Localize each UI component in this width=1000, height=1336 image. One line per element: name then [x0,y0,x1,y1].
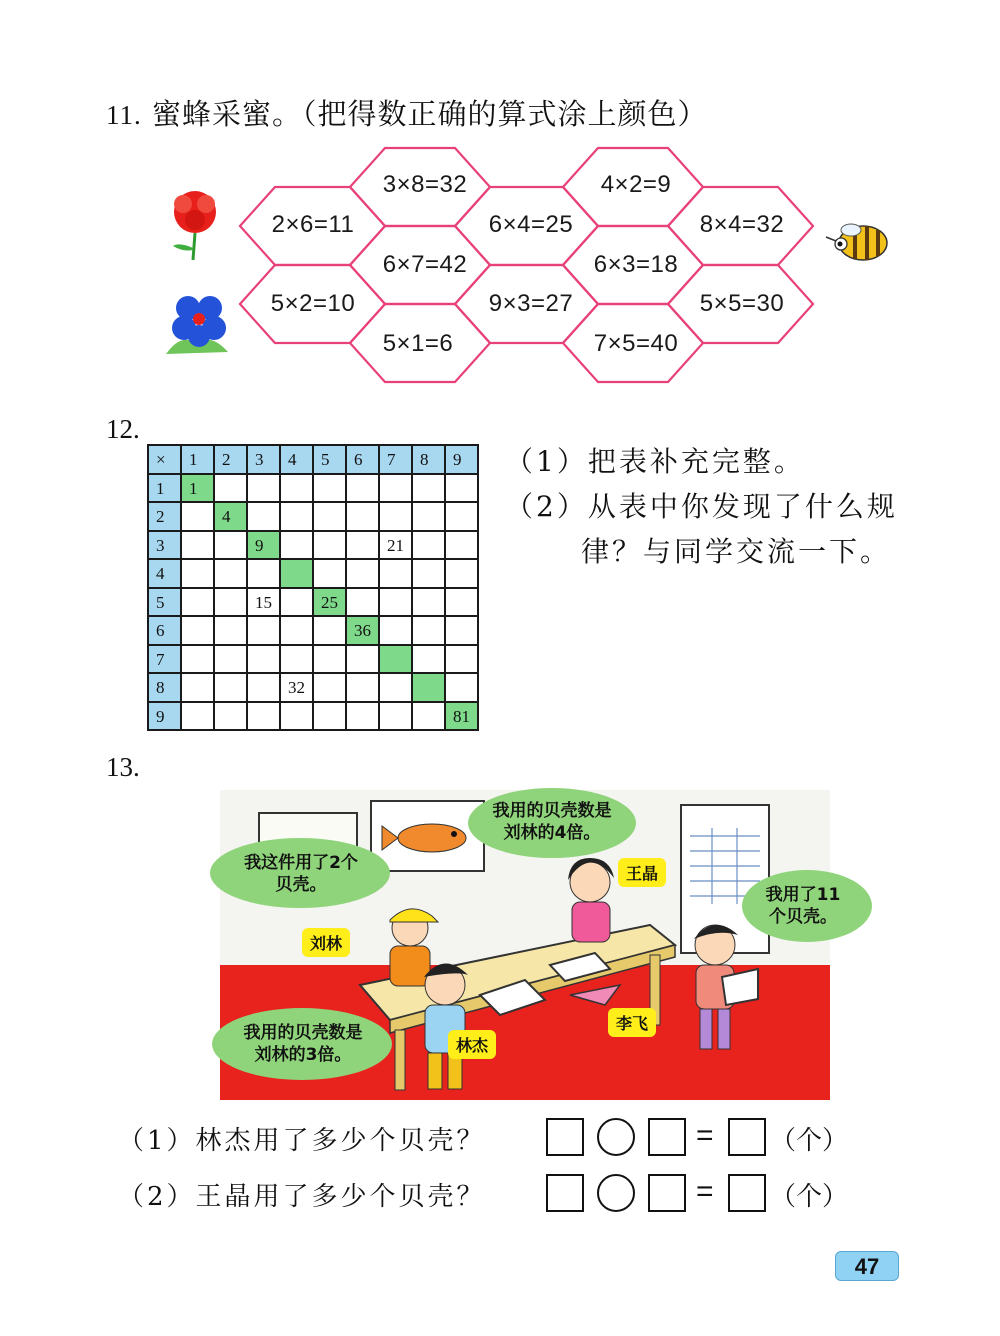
table-cell[interactable] [214,673,247,702]
hex-equation[interactable]: 6×3=18 [593,251,679,278]
table-cell[interactable] [445,531,478,560]
lifei-figure [670,915,760,1055]
table-cell[interactable] [214,702,247,731]
table-cell[interactable] [280,502,313,531]
table-cell[interactable] [181,559,214,588]
table-cell[interactable] [412,702,445,731]
table-cell[interactable] [445,588,478,617]
table-cell[interactable] [247,645,280,674]
table-cell[interactable] [412,645,445,674]
row-header: 6 [148,616,181,645]
hex-equation[interactable]: 6×7=42 [382,251,468,278]
table-cell[interactable] [379,588,412,617]
diagonal-cell[interactable] [280,559,313,588]
table-cell[interactable] [214,559,247,588]
table-cell[interactable] [346,588,379,617]
table-cell[interactable] [181,588,214,617]
table-cell[interactable] [313,531,346,560]
fish-picture [370,800,485,872]
row-header: 4 [148,559,181,588]
row-header: 7 [148,645,181,674]
table-cell[interactable] [379,616,412,645]
table-cell[interactable] [346,673,379,702]
linjie-figure [400,955,490,1095]
column-header: 4 [280,445,313,474]
table-cell[interactable] [346,645,379,674]
hex-equation[interactable]: 4×2=9 [600,171,672,198]
hex-equation[interactable]: 5×1=6 [382,330,454,357]
table-cell[interactable] [445,559,478,588]
table-cell[interactable] [445,645,478,674]
table-cell[interactable] [313,702,346,731]
table-cell[interactable] [412,502,445,531]
table-cell[interactable] [313,559,346,588]
table-cell[interactable]: 21 [379,531,412,560]
name-tag-lifei: 李飞 [608,1008,656,1037]
table-cell[interactable] [247,502,280,531]
table-cell[interactable] [214,474,247,503]
table-cell[interactable] [379,673,412,702]
diagonal-cell[interactable]: 4 [214,502,247,531]
classroom-illustration [220,790,841,1100]
hex-equation[interactable]: 8×4=32 [699,211,785,238]
answer-box[interactable] [648,1174,686,1212]
liulin-speech-bubble: 我这件用了2个贝壳。 [210,838,390,908]
table-cell[interactable] [247,673,280,702]
hex-equation[interactable]: 3×8=32 [382,171,468,198]
column-header: 3 [247,445,280,474]
bee-icon [823,217,893,267]
diagonal-cell[interactable]: 25 [313,588,346,617]
row-header: 8 [148,673,181,702]
column-header: 9 [445,445,478,474]
table-cell[interactable] [181,673,214,702]
unit-label: （个） [770,1126,849,1156]
row-header: 9 [148,702,181,731]
blue-flower-icon [158,288,233,363]
table-cell[interactable] [379,502,412,531]
table-cell[interactable] [280,616,313,645]
table-cell[interactable] [445,474,478,503]
wangjing-speech-bubble: 我用的贝壳数是刘林的4倍。 [468,788,636,858]
table-cell[interactable] [445,673,478,702]
table-cell[interactable] [412,559,445,588]
table-cell[interactable] [247,559,280,588]
hex-equation[interactable]: 6×4=25 [488,211,574,238]
column-header: 2 [214,445,247,474]
q11-number: 11. [106,100,142,130]
q12-instruction-2-cont: 律？与同学交流一下。 [581,535,892,568]
table-cell[interactable] [214,616,247,645]
table-cell[interactable] [445,502,478,531]
q12-instruction-1: （1）把表补充完整。 [505,445,805,478]
multiplication-table [147,444,479,731]
table-cell[interactable] [181,645,214,674]
column-header: 8 [412,445,445,474]
table-cell[interactable] [181,702,214,731]
table-corner-symbol: × [148,445,181,474]
table-cell[interactable] [247,702,280,731]
result-box[interactable] [728,1174,766,1212]
diagonal-cell[interactable] [379,645,412,674]
hex-equation[interactable]: 7×5=40 [593,330,679,357]
column-header: 6 [346,445,379,474]
table-cell[interactable] [313,502,346,531]
lifei-speech-bubble: 我用了11个贝壳。 [742,870,872,942]
red-flower-icon [158,188,233,263]
answer-box[interactable] [648,1118,686,1156]
table-cell[interactable] [346,531,379,560]
table-cell[interactable] [280,474,313,503]
diagonal-cell[interactable]: 81 [445,702,478,731]
row-header: 1 [148,474,181,503]
result-box[interactable] [728,1118,766,1156]
q12-number: 12. [106,414,140,444]
table-cell[interactable] [280,588,313,617]
hex-equation[interactable]: 5×5=30 [699,290,785,317]
column-header: 7 [379,445,412,474]
table-cell[interactable] [280,702,313,731]
linjie-speech-bubble: 我用的贝壳数是刘林的3倍。 [212,1008,392,1080]
table-cell[interactable] [379,702,412,731]
diagonal-cell[interactable]: 9 [247,531,280,560]
operator-circle[interactable] [597,1118,635,1156]
table-cell[interactable] [181,616,214,645]
table-cell[interactable] [379,559,412,588]
name-tag-liulin: 刘林 [302,928,350,957]
equals-sign: = [696,1175,714,1208]
table-cell[interactable] [412,531,445,560]
table-cell[interactable] [313,673,346,702]
table-cell[interactable]: 32 [280,673,313,702]
table-cell[interactable] [313,645,346,674]
column-header: 5 [313,445,346,474]
honeycomb [0,0,1000,400]
row-header: 5 [148,588,181,617]
name-tag-wangjing: 王晶 [618,858,666,887]
q13-number: 13. [106,752,140,782]
q13-question-1: （1）林杰用了多少个贝壳？ [118,1126,486,1156]
table-cell[interactable] [412,616,445,645]
row-header: 3 [148,531,181,560]
q11-title: 蜜蜂采蜜。（把得数正确的算式涂上颜色） [151,97,708,131]
page-number: 47 [835,1251,899,1281]
diagonal-cell[interactable] [412,673,445,702]
hex-equation[interactable]: 2×6=11 [271,211,355,238]
column-header: 1 [181,445,214,474]
table-cell[interactable] [181,502,214,531]
equals-sign: = [696,1119,714,1152]
table-cell[interactable] [346,474,379,503]
answer-box[interactable] [546,1174,584,1212]
answer-box[interactable] [546,1118,584,1156]
row-header: 2 [148,502,181,531]
q12-instruction-2: （2）从表中你发现了什么规 [505,490,898,523]
table-cell[interactable] [445,616,478,645]
table-cell[interactable] [346,702,379,731]
q13-question-2: （2）王晶用了多少个贝壳？ [118,1182,486,1212]
unit-label: （个） [770,1182,849,1212]
table-cell[interactable] [412,588,445,617]
diagonal-cell[interactable]: 36 [346,616,379,645]
operator-circle[interactable] [597,1174,635,1212]
table-cell[interactable] [313,474,346,503]
table-cell[interactable] [214,645,247,674]
table-cell[interactable] [346,559,379,588]
hex-equation[interactable]: 5×2=10 [270,290,356,317]
table-cell[interactable] [280,531,313,560]
table-cell[interactable] [313,616,346,645]
table-cell[interactable] [214,531,247,560]
table-cell[interactable] [280,645,313,674]
table-cell[interactable] [214,588,247,617]
table-cell[interactable] [412,474,445,503]
hex-equation[interactable]: 9×3=27 [488,290,574,317]
table-cell[interactable] [379,474,412,503]
table-cell[interactable] [346,502,379,531]
name-tag-linjie: 林杰 [448,1030,496,1059]
table-cell[interactable] [247,616,280,645]
table-cell[interactable] [181,531,214,560]
table-cell[interactable] [247,474,280,503]
diagonal-cell[interactable]: 1 [181,474,214,503]
table-cell[interactable]: 15 [247,588,280,617]
